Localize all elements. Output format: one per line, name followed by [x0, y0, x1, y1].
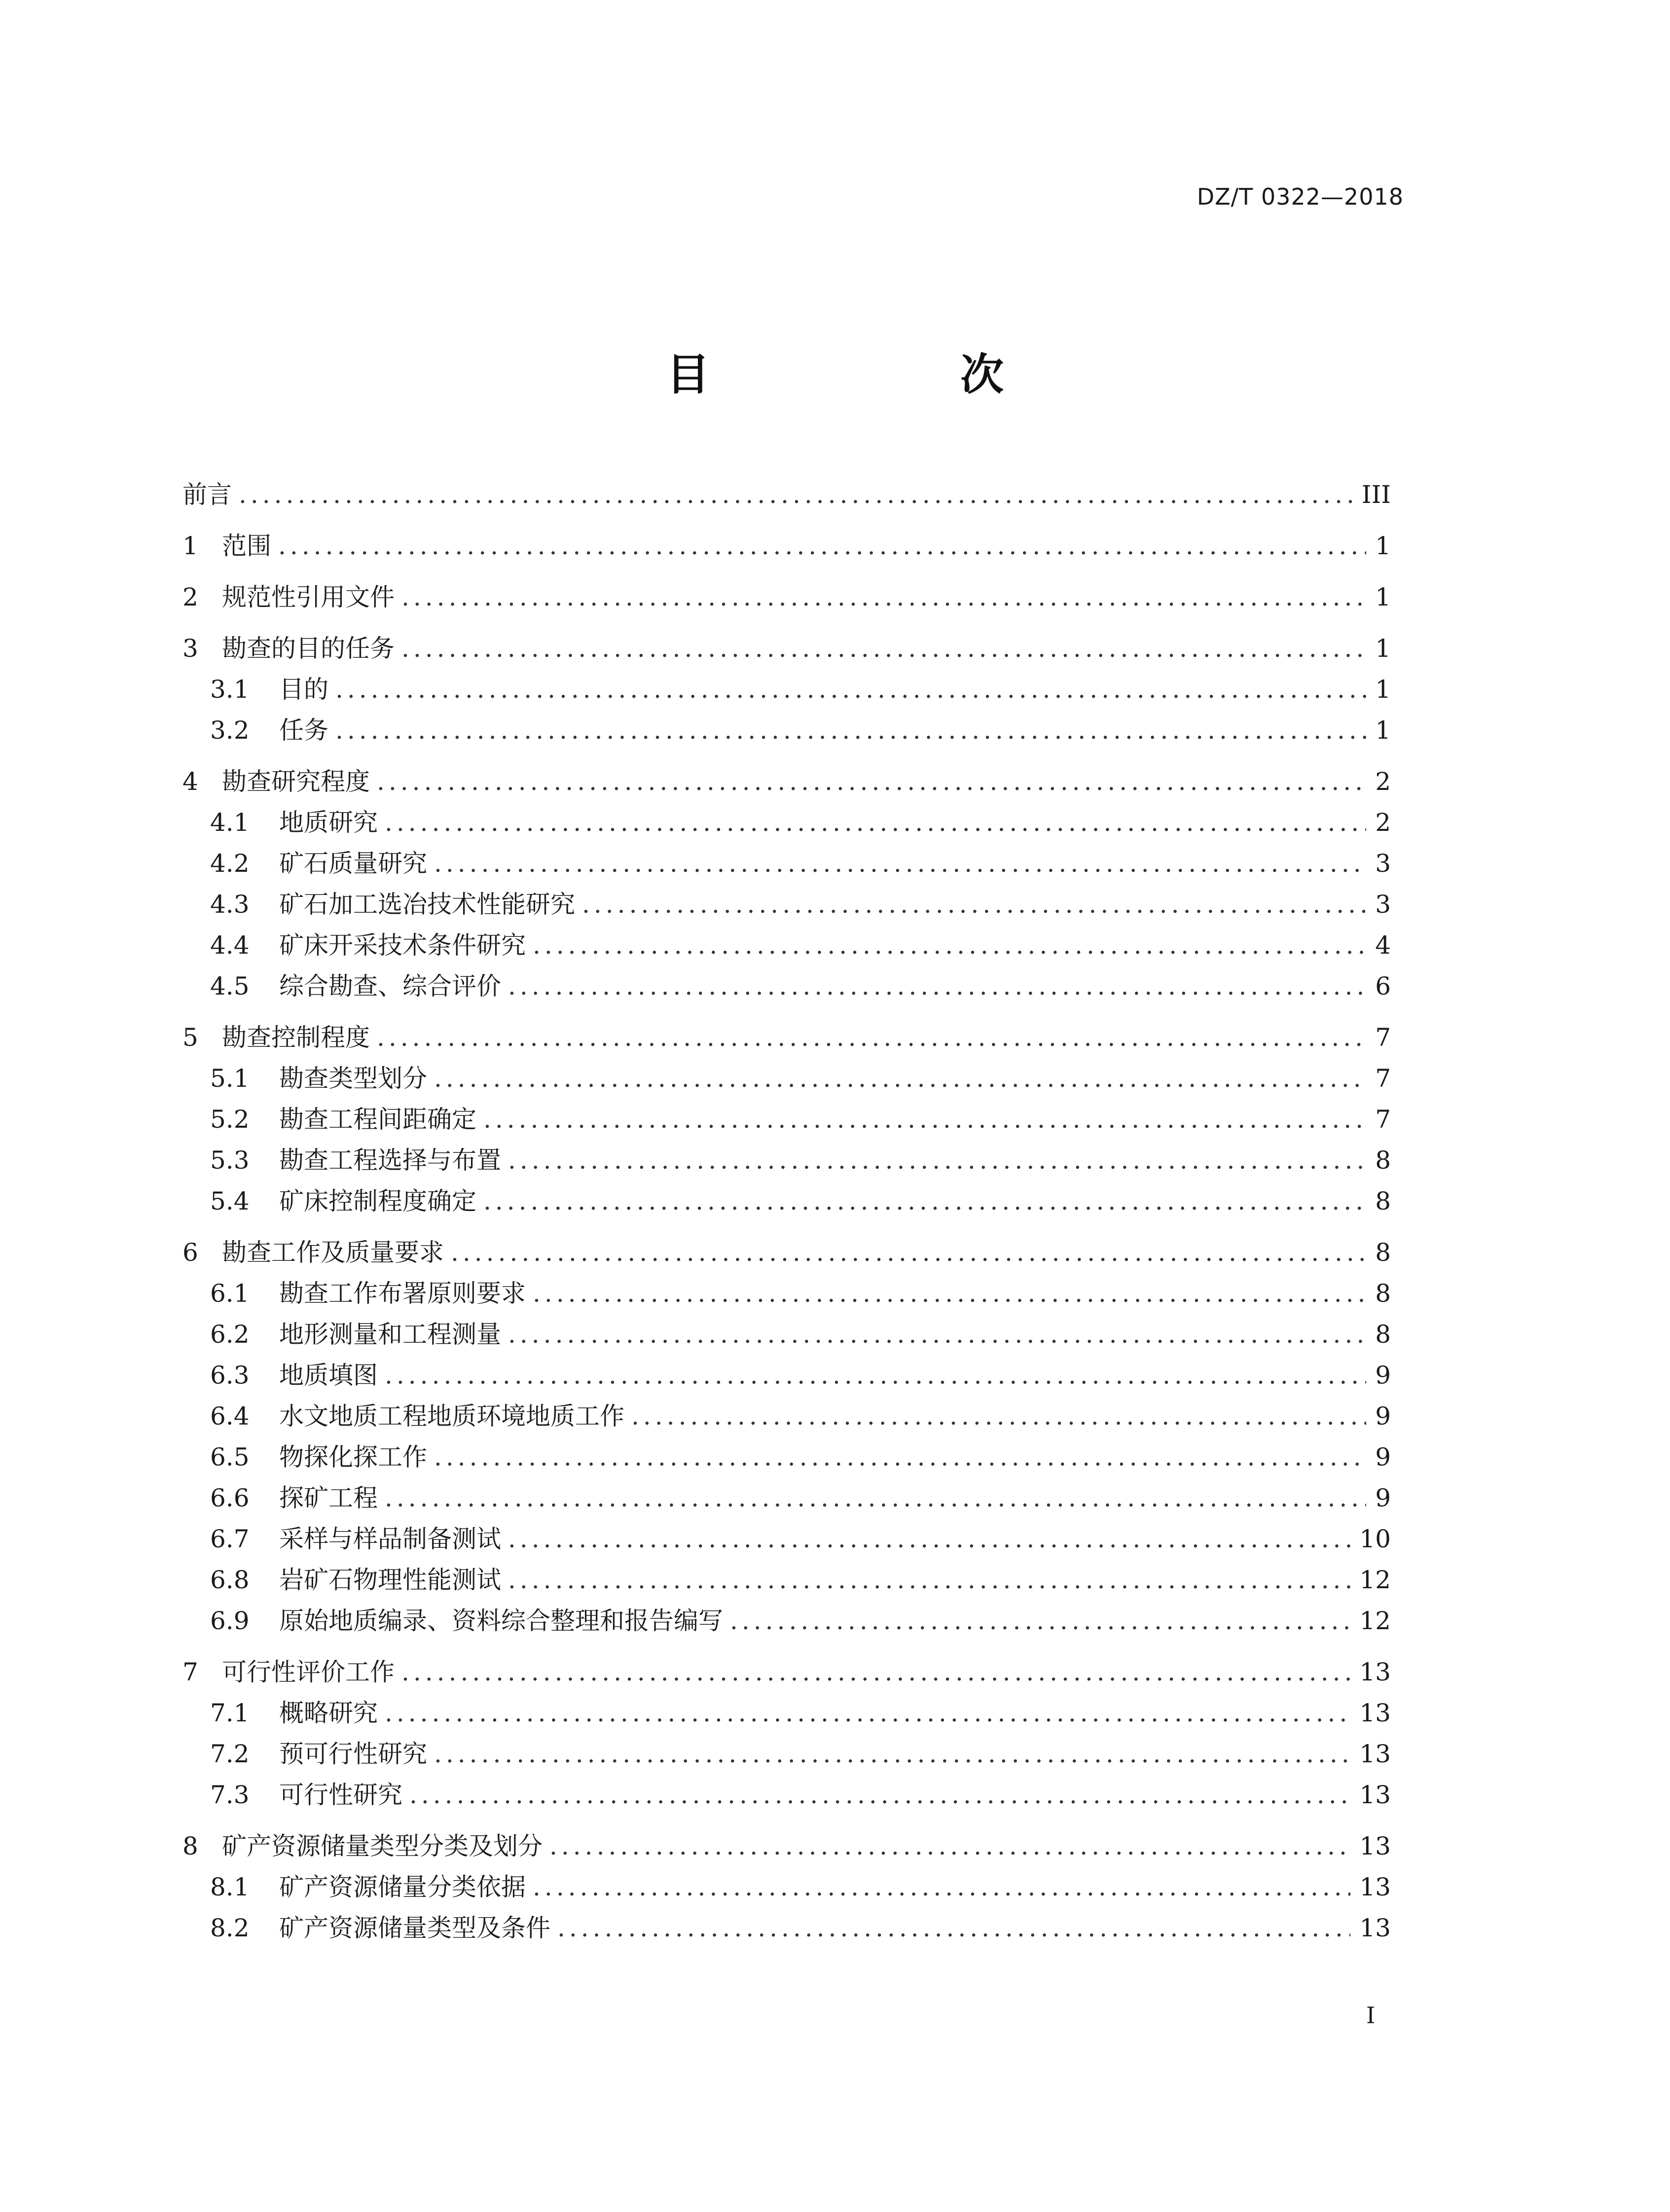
toc-dot-leader: [582, 890, 1366, 919]
toc-entry[interactable]: [182, 919, 1391, 960]
toc-entry-page: 8: [1375, 1187, 1391, 1215]
toc-entry-title: 探矿工程: [279, 1484, 378, 1512]
toc-entry-page: 1: [1375, 532, 1391, 560]
toc-entry-title: 地质研究: [279, 808, 378, 837]
toc-entry[interactable]: [182, 1595, 1391, 1636]
toc-entry[interactable]: [182, 1513, 1391, 1554]
toc-entry-number: 6.4: [210, 1402, 250, 1430]
toc-entry-page: 13: [1359, 1781, 1391, 1809]
toc-entry-title: 综合勘查、综合评价: [279, 972, 501, 1000]
toc-dot-leader: [533, 930, 1366, 960]
toc-dot-leader: [335, 715, 1366, 745]
toc-entry[interactable]: [182, 960, 1391, 1001]
toc-entry-number: 4.5: [210, 972, 250, 1000]
toc-entry-title: 预可行性研究: [279, 1740, 427, 1768]
toc-entry-number: 6.2: [210, 1320, 250, 1349]
toc-dot-leader: [377, 1023, 1366, 1052]
toc-entry[interactable]: [182, 1728, 1391, 1769]
toc-dot-leader: [335, 675, 1366, 704]
toc-dot-leader: [385, 1360, 1366, 1390]
toc-entry[interactable]: [182, 1861, 1391, 1902]
toc-entry-number: 7.2: [210, 1740, 250, 1768]
toc-dot-leader: [401, 634, 1366, 663]
toc-entry-title: 前言: [182, 480, 232, 509]
toc-entry-number: 4.4: [210, 931, 250, 960]
toc-entry[interactable]: [182, 1349, 1391, 1390]
toc-entry-number: 4: [182, 767, 198, 796]
toc-entry-page: 8: [1375, 1238, 1391, 1267]
toc-entry-page: 13: [1359, 1658, 1391, 1686]
toc-entry-title: 可行性评价工作: [222, 1658, 395, 1686]
toc-dot-leader: [483, 1105, 1366, 1134]
toc-dot-leader: [508, 971, 1366, 1001]
toc-entry-page: 8: [1375, 1279, 1391, 1308]
toc-entry-number: 6.1: [210, 1279, 250, 1308]
toc-entry-title: 矿产资源储量类型分类及划分: [222, 1832, 543, 1860]
toc-dot-leader: [557, 1913, 1350, 1943]
toc-entry[interactable]: [182, 1769, 1391, 1810]
toc-entry-title: 勘查工程间距确定: [279, 1105, 476, 1134]
toc-entry-number: 2: [182, 583, 198, 611]
toc-entry-title: 矿产资源储量分类依据: [279, 1873, 526, 1901]
toc-entry-page: 9: [1375, 1402, 1391, 1430]
toc-entry-page: 3: [1375, 849, 1391, 878]
toc-entry-number: 6.8: [210, 1566, 250, 1594]
toc-entry-title: 可行性研究: [279, 1781, 402, 1809]
toc-dot-leader: [385, 1698, 1350, 1728]
toc-entry-title: 勘查控制程度: [222, 1023, 370, 1052]
toc-entry[interactable]: [182, 837, 1391, 878]
toc-dot-leader: [508, 1565, 1350, 1595]
toc-entry-page: 2: [1375, 808, 1391, 837]
toc-entry-title: 矿床控制程度确定: [279, 1187, 476, 1215]
toc-entry-page: 8: [1375, 1146, 1391, 1175]
toc-entry[interactable]: [182, 755, 1391, 796]
toc-entry[interactable]: [182, 878, 1391, 919]
toc-entry[interactable]: [182, 1308, 1391, 1349]
toc-entry-number: 5.1: [210, 1064, 250, 1093]
toc-entry-title: 勘查类型划分: [279, 1064, 427, 1093]
toc-entry-number: 3: [182, 634, 198, 663]
toc-entry[interactable]: [182, 1646, 1391, 1687]
standard-code: DZ/T 0322—2018: [1197, 183, 1404, 210]
toc-entry-title: 原始地质编录、资料综合整理和报告编写: [279, 1606, 723, 1635]
toc-entry[interactable]: [182, 1267, 1391, 1308]
toc-entry-title: 采样与样品制备测试: [279, 1525, 501, 1553]
toc-dot-leader: [434, 1064, 1366, 1093]
toc-entry-page: 13: [1359, 1832, 1391, 1860]
toc-entry[interactable]: [182, 1902, 1391, 1943]
toc-entry-page: 7: [1375, 1105, 1391, 1134]
toc-entry-number: 6.6: [210, 1484, 250, 1512]
toc-dot-leader: [385, 1483, 1366, 1513]
toc-dot-leader: [631, 1401, 1366, 1431]
toc-entry[interactable]: [182, 663, 1391, 704]
toc-entry[interactable]: [182, 1820, 1391, 1861]
toc-entry-title: 目的: [279, 675, 328, 704]
toc-entry[interactable]: [182, 622, 1391, 663]
toc-entry-title: 物探化探工作: [279, 1443, 427, 1471]
toc-dot-leader: [278, 531, 1366, 561]
toc-entry-page: III: [1361, 480, 1391, 509]
toc-entry[interactable]: [182, 1472, 1391, 1513]
toc-entry-title: 岩矿石物理性能测试: [279, 1566, 501, 1594]
toc-entry-title: 任务: [279, 716, 328, 745]
toc-dot-leader: [377, 767, 1366, 796]
toc-dot-leader: [401, 582, 1366, 612]
toc-entry-title: 矿产资源储量类型及条件: [279, 1914, 550, 1942]
toc-entry[interactable]: [182, 704, 1391, 745]
toc-entry-number: 3.2: [210, 716, 250, 745]
toc-dot-leader: [508, 1320, 1366, 1349]
toc-entry-title: 勘查工作及质量要求: [222, 1238, 444, 1267]
toc-entry-page: 2: [1375, 767, 1391, 796]
toc-entry-title: 勘查的目的任务: [222, 634, 395, 663]
toc-entry-number: 8.1: [210, 1873, 250, 1901]
toc-entry[interactable]: [182, 1011, 1391, 1052]
toc-entry-number: 8.2: [210, 1914, 250, 1942]
toc-entry[interactable]: [182, 571, 1391, 612]
toc-entry-title: 矿石质量研究: [279, 849, 427, 878]
toc-dot-leader: [239, 480, 1353, 509]
toc-entry-number: 5.2: [210, 1105, 250, 1134]
toc-entry[interactable]: [182, 1687, 1391, 1728]
toc-entry[interactable]: [182, 1093, 1391, 1134]
toc-entry-number: 1: [182, 532, 198, 560]
page-title: 目 次: [666, 349, 1107, 400]
toc-entry[interactable]: [182, 1554, 1391, 1595]
toc-entry-title: 水文地质工程地质环境地质工作: [279, 1402, 624, 1430]
toc-entry-page: 1: [1375, 583, 1391, 611]
toc-entry[interactable]: [182, 1390, 1391, 1431]
toc-entry-page: 13: [1359, 1699, 1391, 1727]
toc-entry-number: 6.3: [210, 1361, 250, 1390]
toc-entry-number: 6.7: [210, 1525, 250, 1553]
toc-entry-page: 12: [1359, 1566, 1391, 1594]
toc-entry-page: 13: [1359, 1914, 1391, 1942]
toc-entry-page: 12: [1359, 1606, 1391, 1635]
toc-dot-leader: [451, 1238, 1366, 1267]
toc-entry-page: 10: [1359, 1525, 1391, 1553]
toc-dot-leader: [434, 849, 1366, 878]
toc-entry[interactable]: [182, 796, 1391, 837]
toc-entry-number: 4.1: [210, 808, 250, 837]
toc-dot-leader: [434, 1442, 1366, 1472]
toc-entry-page: 1: [1375, 675, 1391, 704]
toc-entry-number: 5.3: [210, 1146, 250, 1175]
toc-entry-page: 3: [1375, 890, 1391, 919]
toc-entry[interactable]: [182, 1134, 1391, 1175]
page-number: I: [1366, 2002, 1376, 2029]
toc-entry-number: 5.4: [210, 1187, 250, 1215]
toc-entry-title: 概略研究: [279, 1699, 378, 1727]
toc-dot-leader: [483, 1186, 1366, 1216]
toc-entry-title: 矿石加工选冶技术性能研究: [279, 890, 575, 919]
toc-entry-page: 9: [1375, 1484, 1391, 1512]
toc-entry-page: 7: [1375, 1023, 1391, 1052]
toc-entry-number: 6: [182, 1238, 198, 1267]
toc-entry-number: 4.3: [210, 890, 250, 919]
toc-entry-page: 4: [1375, 931, 1391, 960]
toc-entry[interactable]: [182, 520, 1391, 561]
toc-entry-number: 3.1: [210, 675, 250, 704]
toc-entry-title: 地质填图: [279, 1361, 378, 1390]
toc-entry-number: 7: [182, 1658, 198, 1686]
toc-dot-leader: [508, 1145, 1366, 1175]
toc-entry-title: 勘查研究程度: [222, 767, 370, 796]
toc-entry-number: 7.3: [210, 1781, 250, 1809]
toc-entry[interactable]: [182, 1052, 1391, 1093]
toc-entry-page: 13: [1359, 1873, 1391, 1901]
toc-entry-title: 规范性引用文件: [222, 583, 395, 611]
table-of-contents: [182, 468, 1391, 1943]
toc-entry-page: 9: [1375, 1443, 1391, 1471]
toc-entry-page: 8: [1375, 1320, 1391, 1349]
toc-dot-leader: [508, 1524, 1350, 1554]
toc-entry-page: 9: [1375, 1361, 1391, 1390]
toc-entry-number: 6.9: [210, 1606, 250, 1635]
toc-entry-number: 6.5: [210, 1443, 250, 1471]
toc-dot-leader: [409, 1780, 1350, 1810]
toc-dot-leader: [549, 1831, 1350, 1861]
toc-entry[interactable]: [182, 1175, 1391, 1216]
toc-dot-leader: [385, 808, 1366, 837]
toc-entry-title: 矿床开采技术条件研究: [279, 931, 526, 960]
toc-entry-number: 5: [182, 1023, 198, 1052]
toc-entry-title: 范围: [222, 532, 271, 560]
toc-dot-leader: [401, 1657, 1350, 1687]
toc-entry-number: 8: [182, 1832, 198, 1860]
toc-dot-leader: [434, 1739, 1350, 1769]
toc-entry-title: 勘查工作布署原则要求: [279, 1279, 526, 1308]
toc-entry-page: 13: [1359, 1740, 1391, 1768]
toc-entry[interactable]: [182, 468, 1391, 509]
toc-dot-leader: [533, 1279, 1366, 1308]
toc-entry[interactable]: [182, 1226, 1391, 1267]
toc-entry-page: 6: [1375, 972, 1391, 1000]
toc-entry[interactable]: [182, 1431, 1391, 1472]
toc-entry-page: 1: [1375, 716, 1391, 745]
toc-entry-title: 勘查工程选择与布置: [279, 1146, 501, 1175]
toc-entry-number: 7.1: [210, 1699, 250, 1727]
toc-dot-leader: [533, 1872, 1350, 1902]
toc-entry-number: 4.2: [210, 849, 250, 878]
toc-entry-page: 1: [1375, 634, 1391, 663]
toc-dot-leader: [730, 1606, 1350, 1636]
toc-entry-title: 地形测量和工程测量: [279, 1320, 501, 1349]
toc-entry-page: 7: [1375, 1064, 1391, 1093]
